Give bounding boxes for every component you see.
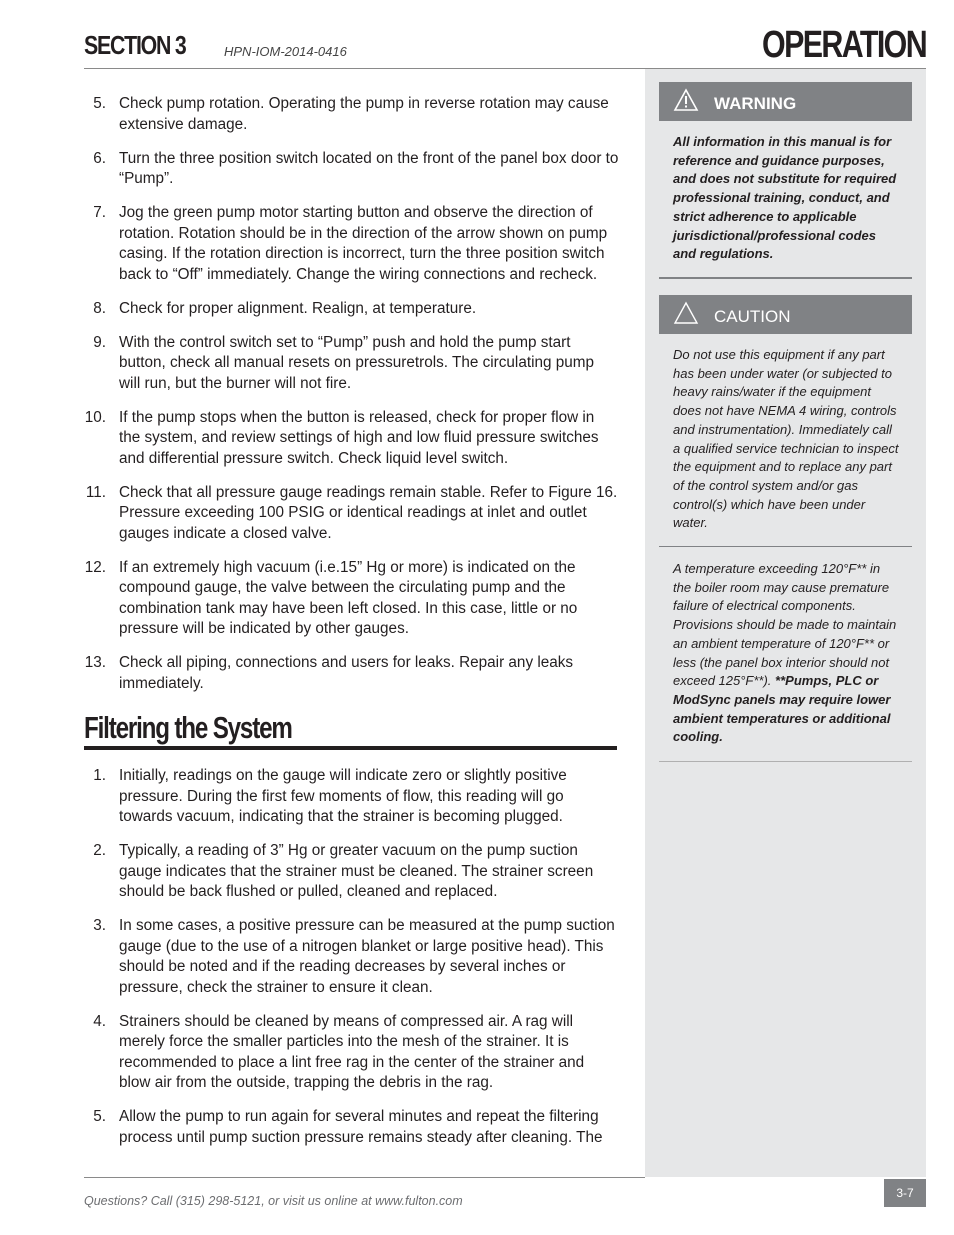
filtering-steps-list (84, 766, 619, 1162)
item-text: If an extremely high vacuum (i.e.15” Hg or more) is indicated on the compound gauge, the valve between the circulating pump and the combination tank may have been left closed. In this case, little or no pressure will be indicated by other gauges. (119, 558, 578, 637)
item-text: Check that all pressure gauge readings remain stable. Refer to Figure 16. Pressure exceeding 100 PSIG or identical readings at inlet and outlet gauges indicate a closed valve. (119, 483, 618, 542)
list-item (84, 653, 619, 694)
divider (659, 277, 912, 279)
divider (659, 546, 912, 547)
list-item (84, 1012, 619, 1094)
list-item (84, 841, 619, 903)
page-number: 3-7 (884, 1179, 926, 1207)
item-number: 4. (93, 1012, 106, 1030)
footer-divider (84, 1177, 645, 1178)
operation-steps-list (84, 94, 619, 708)
item-number: 6. (93, 149, 106, 167)
item-number: 11. (85, 483, 106, 501)
caution-triangle-icon (673, 301, 699, 325)
list-item (84, 766, 619, 828)
caution-header (659, 295, 912, 334)
item-text: Allow the pump to run again for several minutes and repeat the filtering process until pump suction pressure remains steady after cleaning. The (119, 1108, 603, 1146)
item-text: Check all piping, connections and users for leaks. Repair any leaks immediately. (119, 654, 574, 692)
item-text: If the pump stops when the button is released, check for proper flow in the system, and review settings of high and low fluid pressure switches and differential pressure switch. Check liquid level switch. (119, 408, 599, 467)
list-item (84, 299, 619, 320)
footer-contact: Questions? Call (315) 298-5121, or visit us online at www.fulton.com (84, 1194, 463, 1208)
list-item (84, 408, 619, 470)
section-heading-rule (84, 746, 617, 750)
item-text: Turn the three position switch located on the front of the panel box door to “Pump”. (119, 149, 619, 187)
list-item (84, 94, 619, 135)
item-number: 1. (93, 767, 106, 784)
list-item (84, 483, 619, 545)
list-item (84, 333, 619, 395)
section-label: SECTION 3 (84, 30, 186, 60)
item-text: Jog the green pump motor starting button and observe the direction of rotation. Rotation should be in the direction of the arrow shown on pump casing. If the rotation direction is incorrect, turn the three position switch back to “Off” immediately. Change the wiring connections and recheck. (119, 204, 608, 283)
temperature-note (673, 560, 901, 747)
item-text: Check pump rotation. Operating the pump in reverse rotation may cause extensive damage. (119, 95, 609, 133)
page-title: OPERATION (761, 24, 926, 66)
section-heading-filtering: Filtering the System (84, 710, 292, 745)
item-number: 12. (84, 558, 106, 576)
list-item (84, 203, 619, 285)
item-text: With the control switch set to “Pump” push and hold the pump start button, check all manual resets on pressuretrols. The circulating pump will run, but the burner will not fire. (119, 333, 595, 392)
temperature-note-bold: **Pumps, PLC or ModSync panels may require lower ambient temperatures or additional cooling. (673, 673, 891, 745)
item-text: Strainers should be cleaned by means of compressed air. A rag will merely force the smaller particles into the mesh of the strainer. It is recommended to place a lint free rag in the center of the strainer and blow air from the outside, trapping the debris in the rag. (119, 1012, 585, 1091)
warning-header (659, 82, 912, 121)
item-number: 3. (93, 917, 106, 934)
document-id: HPN-IOM-2014-0416 (224, 44, 347, 59)
item-text: Initially, readings on the gauge will indicate zero or slightly positive pressure. During the first few moments of flow, this reading will go towards vacuum, indicating that the strainer is becoming plugged. (119, 767, 567, 825)
item-text: Typically, a reading of 3” Hg or greater vacuum on the pump suction gauge indicates that the strainer must be cleaned. The strainer screen should be back flushed or pulled, cleaned and replaced. (119, 842, 594, 900)
item-number: 5. (93, 95, 106, 112)
list-item (84, 1107, 619, 1148)
warning-triangle-icon (673, 88, 699, 112)
list-item (84, 916, 619, 998)
item-text: Check for proper alignment. Realign, at temperature. (119, 299, 477, 317)
caution-text: Do not use this equipment if any part has been under water (or subjected to heavy rains/water if the equipment does not have NEMA 4 wiring, controls and instrumentation). Immediately call a qualified service technician to inspect the equipment and to replace any part of the control system and/or gas control(s) which have been under water. (673, 347, 899, 531)
item-number: 8. (93, 299, 106, 317)
list-item (84, 558, 619, 640)
item-number: 13. (84, 654, 106, 671)
sidebar-notices (645, 69, 926, 1177)
warning-label: WARNING (714, 94, 797, 113)
item-number: 10. (84, 408, 106, 426)
item-number: 5. (93, 1108, 106, 1125)
caution-label: CAUTION (714, 307, 791, 326)
item-text: In some cases, a positive pressure can be measured at the pump suction gauge (due to the use of a nitrogen blanket or large positive head). This should be noted and if the reading decreases by several inches or pressure, check the strainer to ensure it clean. (119, 917, 615, 996)
item-number: 9. (93, 333, 106, 351)
item-number: 2. (93, 842, 106, 859)
list-item (84, 149, 619, 190)
item-number: 7. (93, 204, 106, 221)
divider (659, 761, 912, 762)
warning-text: All information in this manual is for reference and guidance purposes, and does not substitute for required professional training, conduct, and strict adherence to applicable jurisdictional/professional codes and regulations. (673, 134, 897, 262)
temperature-note-text: A temperature exceeding 120°F** in the boiler room may cause premature failure of electrical components. Provisions should be made to maintain an ambient temperature of 120°F** or less (the panel box interior should not exceed 125°F**). (673, 561, 897, 689)
